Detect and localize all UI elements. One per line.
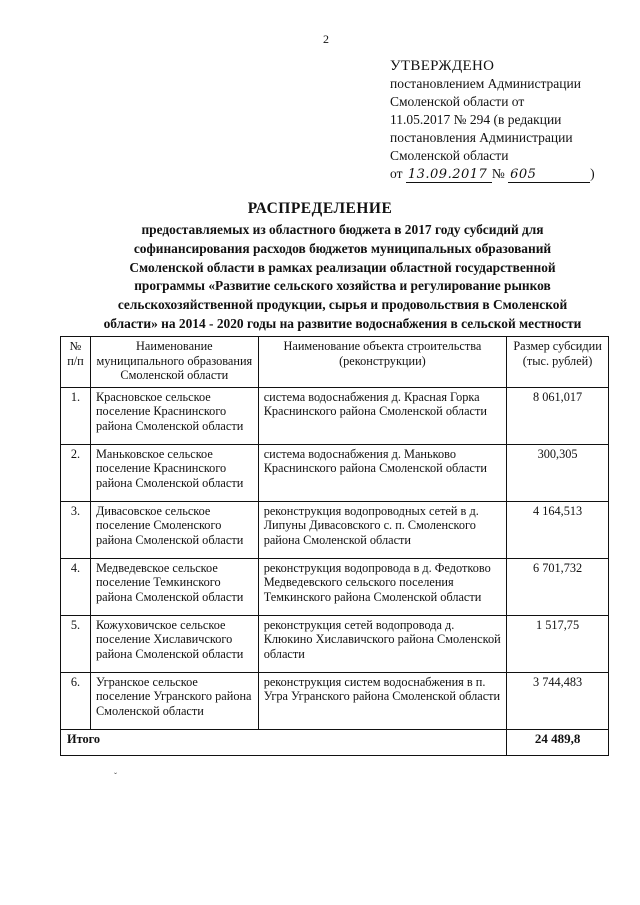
approval-stamp: УТВЕРЖДЕНО (390, 58, 495, 74)
approval-line: Смоленской области от (390, 94, 525, 109)
cell-object: реконструкция водопровода в д. Федотково Медведевского сельского поселения Темкинского района Смоленской области (258, 558, 506, 615)
cell-municipality: Маньковское сельское поселение Краснинского района Смоленской области (90, 444, 258, 501)
cell-municipality: Красновское сельское поселение Краснинского района Смоленской области (90, 387, 258, 444)
cell-amount: 6 701,732 (507, 558, 609, 615)
total-value: 24 489,8 (507, 729, 609, 755)
handwritten-number: 605 (508, 168, 590, 183)
subsidy-table (60, 336, 609, 756)
table-row (61, 615, 609, 672)
approval-line: Смоленской области (390, 148, 509, 163)
cell-object: реконструкция водопроводных сетей в д. Липуны Дивасовского с. п. Смоленского района Смоленской области (258, 501, 506, 558)
sign-no-label: № (491, 166, 505, 181)
table-row (61, 387, 609, 444)
table-total-row (61, 729, 609, 755)
header-municipality: Наименование муниципального образования Смоленской области (90, 337, 258, 388)
cell-num: 4. (61, 558, 91, 615)
header-amount: Размер субсидии (тыс. рублей) (507, 337, 609, 388)
subtitle-line: области» на 2014 - 2020 годы на развитие водоснабжения в сельской местности (103, 315, 582, 331)
table-row (61, 444, 609, 501)
approval-block (390, 57, 630, 183)
cell-amount: 8 061,017 (507, 387, 609, 444)
approval-line: 11.05.2017 № 294 (в редакции (390, 112, 562, 127)
cell-amount: 1 517,75 (507, 615, 609, 672)
scan-mark-icon: ˇ (114, 771, 117, 781)
table-header-row (61, 337, 609, 388)
cell-municipality: Дивасовское сельское поселение Смоленского района Смоленской области (90, 501, 258, 558)
header-num: № п/п (61, 337, 91, 388)
cell-num: 2. (61, 444, 91, 501)
table-row (61, 501, 609, 558)
document-title: РАСПРЕДЕЛЕНИЕ (247, 200, 393, 217)
cell-num: 6. (61, 672, 91, 729)
document-subtitle (80, 221, 605, 334)
approval-line: постановления Администрации (390, 130, 573, 145)
cell-num: 5. (61, 615, 91, 672)
table-row (61, 672, 609, 729)
cell-municipality: Угранское сельское поселение Угранского района Смоленской области (90, 672, 258, 729)
cell-amount: 300,305 (507, 444, 609, 501)
approval-sign-row (390, 165, 630, 183)
sign-prefix: от (390, 166, 403, 181)
cell-object: система водоснабжения д. Маньково Краснинского района Смоленской области (258, 444, 506, 501)
cell-amount: 4 164,513 (507, 501, 609, 558)
cell-num: 3. (61, 501, 91, 558)
subtitle-line: сельскохозяйственной продукции, сырья и продовольствия в Смоленской (117, 297, 568, 313)
subtitle-line: предоставляемых из областного бюджета в 2017 году субсидий для (141, 222, 544, 237)
cell-municipality: Медведевское сельское поселение Темкинского района Смоленской области (90, 558, 258, 615)
header-object: Наименование объекта строительства (реконструкции) (258, 337, 506, 388)
cell-object: реконструкция сетей водопровода д. Клюкино Хиславичского района Смоленской области (258, 615, 506, 672)
cell-municipality: Кожуховичское сельское поселение Хиславичского района Смоленской области (90, 615, 258, 672)
subtitle-line: софинансирования расходов бюджетов муниципальных образований (133, 240, 552, 256)
approval-line: постановлением Администрации (390, 76, 581, 91)
cell-object: система водоснабжения д. Красная Горка Краснинского района Смоленской области (258, 387, 506, 444)
sign-suffix: ) (590, 166, 595, 181)
total-label: Итого (61, 729, 507, 755)
cell-amount: 3 744,483 (507, 672, 609, 729)
subtitle-line: Смоленской области в рамках реализации областной государственной (129, 259, 556, 275)
page-number: 2 (323, 32, 329, 46)
cell-object: реконструкция систем водоснабжения в п. Угра Угранского района Смоленской области (258, 672, 506, 729)
table-row (61, 558, 609, 615)
subtitle-line: программы «Развитие сельского хозяйства и регулирование рынков (134, 278, 551, 294)
handwritten-date: 13.09.2017 (406, 168, 492, 183)
cell-num: 1. (61, 387, 91, 444)
